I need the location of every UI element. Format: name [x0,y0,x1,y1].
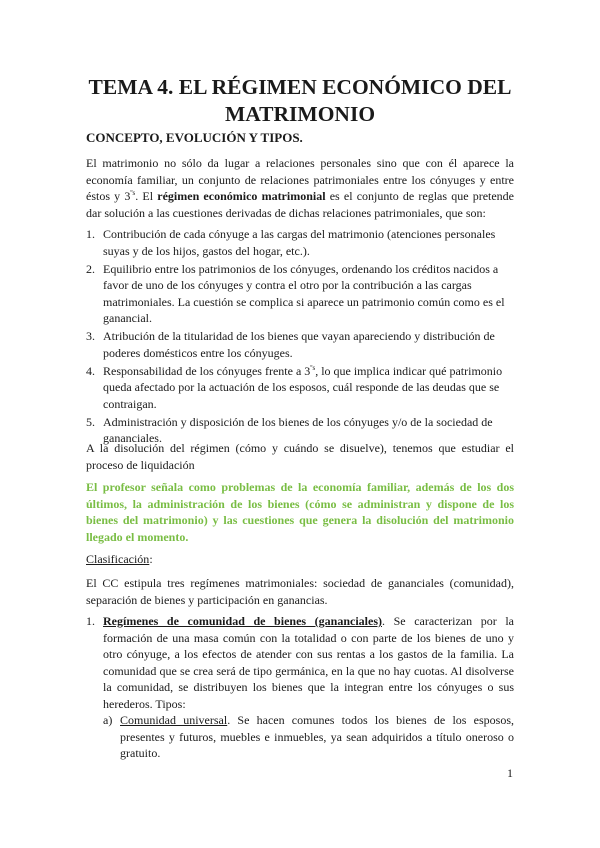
intro-text-3: es el conjunto de reglas que pretende dar solución a las cuestiones derivadas de dichas relaciones patrimoniales, que son: [86,189,515,220]
item-text: Administración y disposición de los bienes de los cónyuges y/o de la sociedad de gananciales. [103,414,493,445]
regime-item [86,613,514,762]
classification-label: Clasificación [86,552,150,566]
regime-number: 1. [86,614,95,628]
regime-text: . Se caracterizan por la formación de una masa común con la totalidad o con parte de los bienes de uno y otro cónyuge, a los efectos de atender con sus rentas a los gastos de la familia. La comunidad que se crea será de tipo germánica, en la que no hay cuotas. Al disolverse la comunidad, se distribuyen los bienes que la integran entre los cónyuges o sus herederos. Tipos: [103,614,514,711]
intro-text-2: . El [135,189,158,203]
type-name: Comunidad universal [120,713,228,727]
item-number: 4. [86,363,95,378]
type-letter: a) [103,713,113,727]
dissolution-paragraph: A la disolución del régimen (cómo y cuándo se disuelve), tenemos que estudiar el proceso de liquidación [86,441,514,472]
regime-title: Regímenes de comunidad de bienes (gananciales) [103,614,382,628]
issues-list [86,226,514,448]
section-heading: CONCEPTO, EVOLUCIÓN Y TIPOS. [86,130,303,145]
item-text-cont: , lo que implica indicar qué patrimonio queda afectado por la actuación de los esposos, cuál responde de las deudas que se contraigan. [103,363,503,411]
item-number: 5. [86,414,95,429]
intro-sup: ºs [130,189,136,197]
intro-text-1: El matrimonio no sólo da lugar a relaciones personales sino que con él aparece la economía familiar, un conjunto de relaciones patrimoniales entre los cónyuges y entre éstos y 3 [86,156,514,203]
item-text: Contribución de cada cónyuge a las cargas del matrimonio (atenciones personales suyas y de los hijos, gastos del hogar, etc.). [103,227,496,258]
regimes-list [86,613,514,762]
item-text: Equilibrio entre los patrimonios de los cónyuges, ordenando los créditos nacidos a favor de uno de los cónyuges y contra el otro por la contribución a las cargas matrimoniales. La cuestión se complica si aparece un patrimonio común como es el ganancial. [103,261,505,325]
professor-note: El profesor señala como problemas de la economía familiar, además de los dos últimos, la administración de los bienes (cómo se administran y dispone de los bienes del matrimonio) y las cuestiones que genera la disolución del matrimonio llegado el momento. [86,480,514,544]
list-item [86,363,514,413]
item-number: 3. [86,329,95,343]
intro-paragraph [86,155,514,221]
classification-colon: : [149,552,153,566]
cc-paragraph: El CC estipula tres regímenes matrimoniales: sociedad de gananciales (comunidad), separación de bienes y participación en ganancias. [86,576,514,607]
page-number: 1 [507,766,513,780]
item-text: Atribución de la titularidad de los bienes que vayan apareciendo y distribución de poderes domésticos entre los cónyuges. [103,329,495,360]
regime-types-list [103,712,514,762]
intro-bold-term: régimen económico matrimonial [157,189,326,203]
classification-heading [86,551,514,568]
item-number: 1. [86,227,95,241]
list-item [86,328,514,361]
type-text: . Se hacen comunes todos los bienes de los esposos, presentes y futuros, muebles e inmuebles, ya sean adquiridos a título oneroso o gratuito. [120,713,515,760]
item-number: 2. [86,261,95,276]
regime-type-item [103,712,514,762]
list-item [86,261,514,327]
list-item [86,226,514,259]
document-title: TEMA 4. EL RÉGIMEN ECONÓMICO DEL MATRIMONIO [88,75,512,126]
item-sup: ºs [310,363,316,372]
item-text: Responsabilidad de los cónyuges frente a 3 [103,363,311,378]
